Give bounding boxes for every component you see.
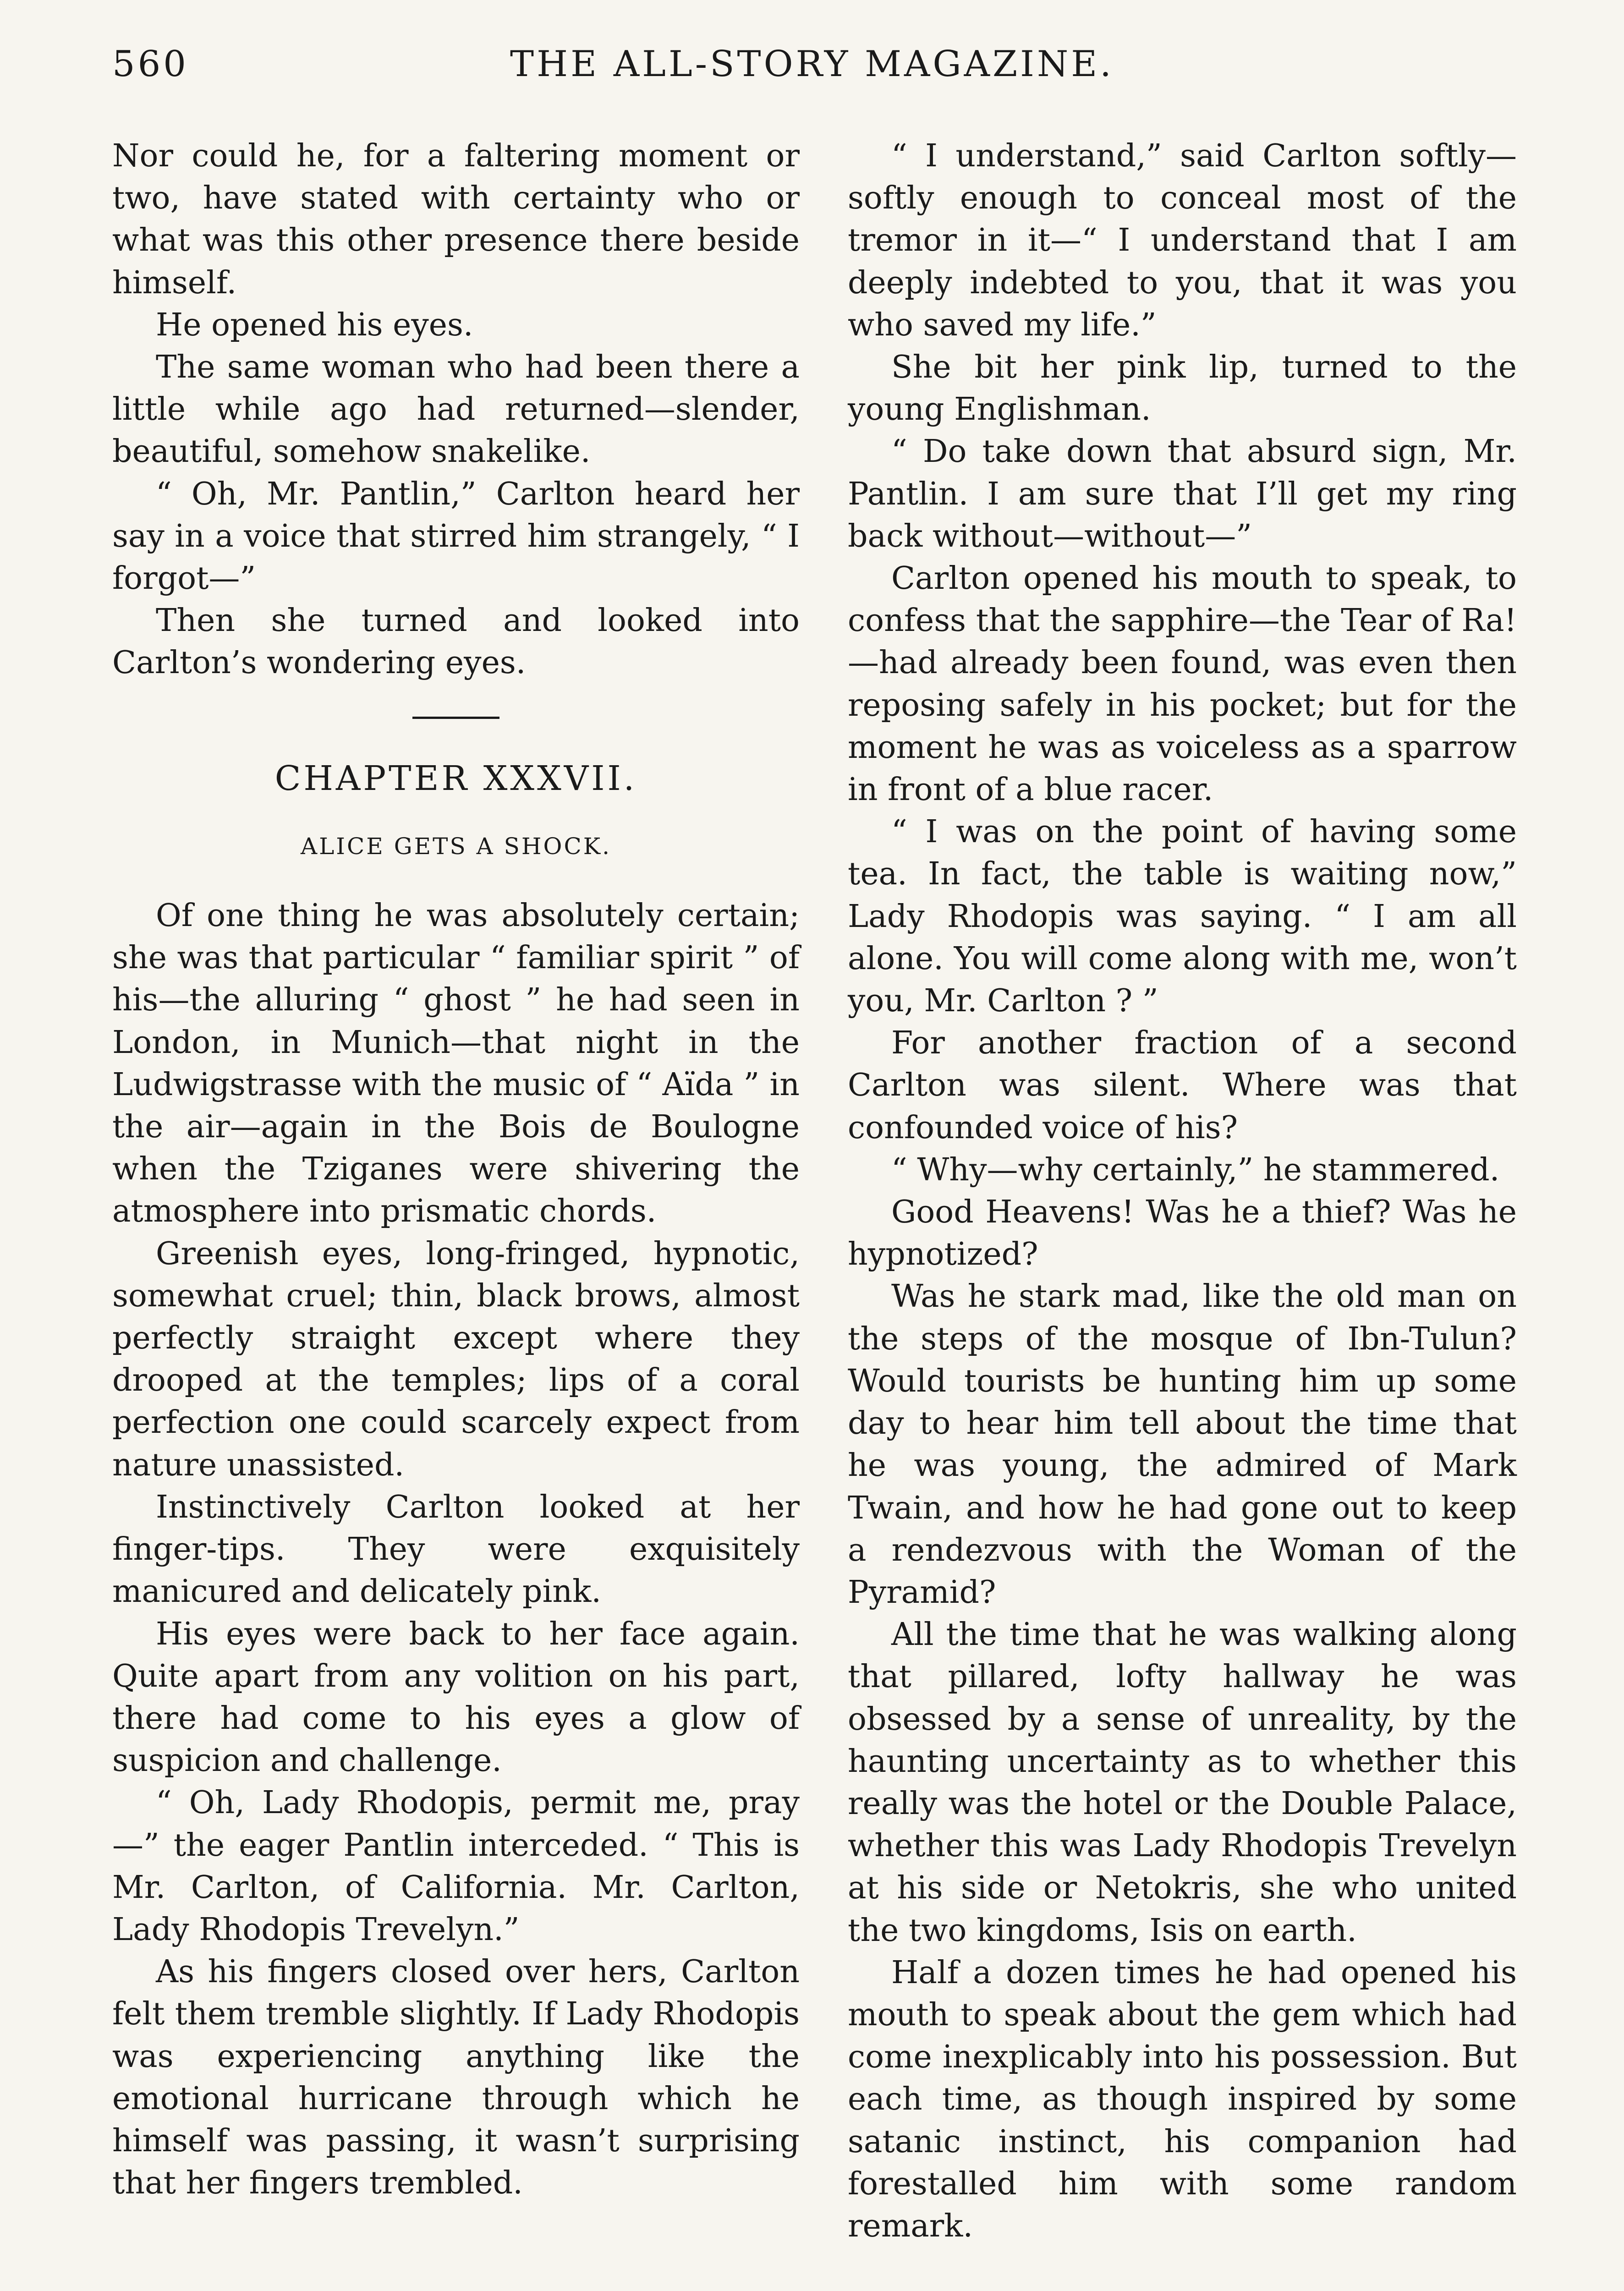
right-column — [848, 135, 1517, 2247]
chapter-subtitle: ALICE GETS A SHOCK. — [300, 833, 611, 860]
section-divider — [412, 717, 499, 719]
paragraph: Half a dozen times he had opened his mouth to speak about the gem which had come inexplicably into his possession. But each time, as though inspired by some satanic instinct, his companion had forestalled him with some random remark. — [848, 1954, 1517, 2244]
paragraph: “ I was on the point of having some tea. In fact, the table is waiting now,” Lady Rhodopis was saying. “ I am all alone. You will come along with me, won’t you, Mr. Carlton ? ” — [848, 814, 1517, 1019]
paragraph: Carlton opened his mouth to speak, to confess that the sapphire—the Tear of Ra!—had already been found, was even then reposing safely in his pocket; but for the moment he was as voiceless as a sparrow in front of a blue racer. — [848, 560, 1517, 808]
paragraph: The same woman who had been there a little while ago had returned—slender, beautiful, somehow snakelike. — [112, 349, 800, 470]
paragraph: “ I understand,” said Carlton softly—softly enough to conceal most of the tremor in it—“ I understand that I am deeply indebted to you, that it was you who saved my life.” — [848, 138, 1517, 343]
paragraph: Greenish eyes, long-fringed, hypnotic, somewhat cruel; thin, black brows, almost perfectly straight except where they drooped at the temples; lips of a coral perfection one could scarcely expect from nature unassisted. — [112, 1235, 800, 1483]
paragraph: “ Why—why certainly,” he stammered. — [891, 1151, 1500, 1188]
page-header — [112, 44, 1512, 103]
paragraph: As his fingers closed over hers, Carlton felt them tremble slightly. If Lady Rhodopis was experiencing anything like the emotional hurricane through which he himself was passing, it wasn’t surprising that her fingers trembled. — [112, 1954, 800, 2202]
left-column — [112, 135, 800, 2204]
paragraph: He opened his eyes. — [156, 307, 473, 343]
paragraph: All the time that he was walking along that pillared, lofty hallway he was obsessed by a sense of unreality, by the haunting uncertainty as to whether this really was the hotel or the Double Palace, whether this was Lady Rhodopis Trevelyn at his side or Netokris, she who united the two kingdoms, Isis on earth. — [848, 1617, 1517, 1949]
paragraph: His eyes were back to her face again. Quite apart from any volition on his part, there had come to his eyes a glow of suspicion and challenge. — [112, 1616, 800, 1779]
running-title: THE ALL-STORY MAGAZINE. — [510, 44, 1114, 85]
paragraph: For another fraction of a second Carlton was silent. Where was that confounded voice of his? — [848, 1025, 1517, 1146]
paragraph: Instinctively Carlton looked at her finger-tips. They were exquisitely manicured and delicately pink. — [112, 1489, 800, 1610]
paragraph: Was he stark mad, like the old man on the steps of the mosque of Ibn-Tulun? Would tourists be hunting him up some day to hear him tell about the time that he was young, the admired of Mark Twain, and how he had gone out to keep a rendezvous with the Woman of the Pyramid? — [848, 1278, 1517, 1611]
paragraph: “ Oh, Lady Rhodopis, permit me, pray—” the eager Pantlin interceded. “ This is Mr. Carlton, of California. Mr. Carlton, Lady Rhodopis Trevelyn.” — [112, 1785, 800, 1948]
paragraph: Good Heavens! Was he a thief? Was he hypnotized? — [848, 1194, 1517, 1273]
paragraph: “ Oh, Mr. Pantlin,” Carlton heard her say in a voice that stirred him strangely, “ I forgot—” — [112, 476, 800, 597]
page-number: 560 — [112, 44, 189, 85]
paragraph: Then she turned and looked into Carlton’s wondering eyes. — [112, 603, 800, 681]
paragraph: Nor could he, for a faltering moment or two, have stated with certainty who or what was this other presence there beside himself. — [112, 138, 800, 301]
paragraph: “ Do take down that absurd sign, Mr. Pantlin. I am sure that I’ll get my ring back without—without—” — [848, 433, 1517, 554]
chapter-title: CHAPTER XXXVII. — [274, 758, 637, 798]
paragraph: She bit her pink lip, turned to the young Englishman. — [848, 349, 1517, 428]
paragraph: Of one thing he was absolutely certain; she was that particular “ familiar spirit ” of his—the alluring “ ghost ” he had seen in London, in Munich—that night in the Ludwigstrasse with the music of “ Aïda ” in the air—again in the Bois de Boulogne when the Tziganes were shivering the atmosphere into prismatic chords. — [112, 898, 800, 1230]
